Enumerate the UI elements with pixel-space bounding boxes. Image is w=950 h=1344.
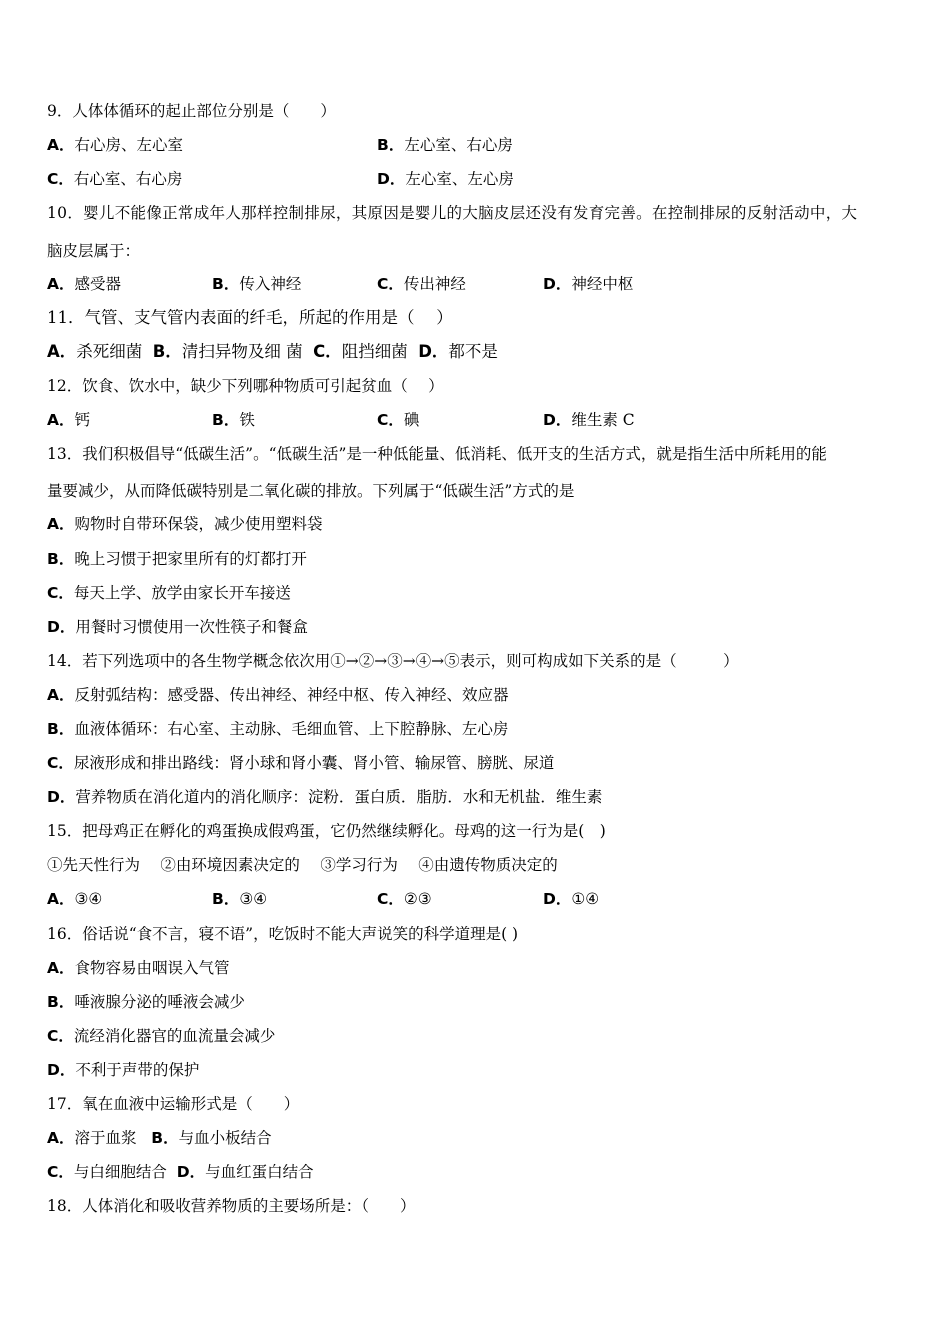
option-text: 与血红蛋白结合 [205, 1163, 314, 1181]
q13-option-a [47, 514, 323, 534]
q16-option-d [47, 1060, 199, 1080]
option-label: D． [176, 1163, 206, 1181]
option-label: A． [47, 515, 75, 533]
q13-stem-line1: 13．我们积极倡导“低碳生活”。“低碳生活”是一种低能量、低消耗、低开支的生活方式，就是指生活中所耗用的能 [47, 445, 827, 463]
option-label: A． [47, 275, 75, 293]
q16-option-b [47, 992, 245, 1012]
q15-stem: 15．把母鸡正在孵化的鸡蛋换成假鸡蛋，它仍然继续孵化。母鸡的这一行为是( ) [47, 822, 606, 840]
q10-stem-line1: 10．婴儿不能像正常成年人那样控制排尿，其原因是婴儿的大脑皮层还没有发育完善。在控制排尿的反射活动中，大 [47, 204, 858, 222]
q9-option-d [377, 169, 514, 189]
q15-option-c [377, 889, 432, 909]
q13-option-b [47, 549, 307, 569]
q16-stem: 16．俗话说“食不言，寝不语”，吃饭时不能大声说笑的科学道理是( ) [47, 925, 519, 943]
option-label: C． [47, 584, 74, 602]
option-text: 反射弧结构：感受器、传出神经、神经中枢、传入神经、效应器 [74, 686, 509, 704]
q9-stem: 9．人体体循环的起止部位分别是（ ） [47, 102, 336, 120]
option-text: 晚上习惯于把家里所有的灯都打开 [74, 550, 307, 568]
option-label: A． [47, 1129, 75, 1147]
q15-option-b [212, 889, 267, 909]
option-text: ③④ [74, 890, 103, 908]
option-text: 左心室、右心房 [404, 136, 513, 154]
q12-stem: 12．饮食、饮水中，缺少下列哪种物质可引起贫血（ ） [47, 377, 444, 395]
option-label: D． [377, 170, 406, 188]
option-label: D． [47, 618, 76, 636]
option-label: C． [313, 342, 342, 361]
option-text: 购物时自带环保袋，减少使用塑料袋 [74, 515, 323, 533]
option-label: A． [47, 136, 75, 154]
q10-option-d [543, 274, 633, 294]
option-text: 阻挡细菌 [341, 342, 408, 361]
option-label: D． [543, 890, 572, 908]
option-text: 碘 [403, 411, 420, 429]
q18-stem: 18．人体消化和吸收营养物质的主要场所是：（ ） [47, 1197, 416, 1215]
option-text: 左心室、左心房 [405, 170, 514, 188]
option-label: A． [47, 686, 75, 704]
option-text: 传出神经 [403, 275, 466, 293]
option-text: 溶于血浆 [74, 1129, 137, 1147]
option-label: B． [212, 275, 240, 293]
option-label: A． [47, 342, 77, 361]
option-text: 尿液形成和排出路线：肾小球和肾小囊、肾小管、输尿管、膀胱、尿道 [73, 754, 555, 772]
option-text: 营养物质在消化道内的消化顺序：淀粉．蛋白质．脂肪．水和无机盐．维生素 [75, 788, 603, 806]
option-label: C． [47, 170, 74, 188]
option-label: A． [47, 890, 75, 908]
option-text: 不利于声带的保护 [75, 1061, 200, 1079]
option-text: 神经中枢 [571, 275, 634, 293]
q14-stem: 14．若下列选项中的各生物学概念依次用①→②→③→④→⑤表示，则可构成如下关系的是（ ） [47, 652, 739, 670]
option-text: 右心室、右心房 [73, 170, 183, 188]
option-text: ①④ [571, 890, 600, 908]
q17-options-cd [47, 1162, 314, 1182]
option-text: 与白细胞结合 [73, 1163, 167, 1181]
option-label: B． [212, 890, 240, 908]
q9-option-c [47, 169, 182, 189]
option-label: D． [543, 411, 572, 429]
q14-option-b [47, 719, 508, 739]
option-label: C． [47, 754, 74, 772]
q14-option-c [47, 753, 554, 773]
option-label: C． [47, 1163, 74, 1181]
q12-option-c [377, 410, 419, 430]
option-label: D． [47, 788, 76, 806]
q15-option-a [47, 889, 102, 909]
option-text: 用餐时习惯使用一次性筷子和餐盒 [75, 618, 308, 636]
q13-stem-line2: 量要减少，从而降低碳特别是二氧化碳的排放。下列属于“低碳生活”方式的是 [47, 482, 575, 500]
option-label: B． [212, 411, 240, 429]
q9-option-b [377, 135, 513, 155]
option-label: B． [47, 720, 75, 738]
q17-stem: 17．氧在血液中运输形式是（ ） [47, 1095, 300, 1113]
option-text: ③④ [239, 890, 268, 908]
q14-option-a [47, 685, 509, 705]
option-text: 流经消化器官的血流量会减少 [73, 1027, 276, 1045]
q16-option-a [47, 958, 230, 978]
q12-option-d [543, 410, 635, 430]
q13-option-c [47, 583, 291, 603]
option-text: 铁 [239, 411, 255, 429]
option-text: 与血小板结合 [178, 1129, 272, 1147]
option-label: D． [418, 342, 449, 361]
q9-option-a [47, 135, 183, 155]
q15-items: ①先天性行为 ②由环境因素决定的 ③学习行为 ④由遗传物质决定的 [47, 856, 558, 874]
option-label: B． [152, 342, 182, 361]
q12-option-b [212, 410, 255, 430]
option-label: C． [377, 411, 404, 429]
q15-option-d [543, 889, 599, 909]
option-text: 传入神经 [239, 275, 302, 293]
option-text: 感受器 [74, 275, 122, 293]
option-text: 钙 [74, 411, 91, 429]
option-label: A． [47, 959, 75, 977]
option-text: 清扫异物及细 菌 [181, 342, 303, 361]
q12-option-a [47, 410, 90, 430]
option-text: 食物容易由咽误入气管 [74, 959, 230, 977]
q10-option-c [377, 274, 466, 294]
q10-option-b [212, 274, 301, 294]
option-label: D． [47, 1061, 76, 1079]
option-label: A． [47, 411, 75, 429]
q17-options-ab [47, 1128, 272, 1148]
option-label: B． [47, 993, 75, 1011]
option-label: C． [377, 890, 404, 908]
option-label: B． [47, 550, 75, 568]
q16-option-c [47, 1026, 275, 1046]
option-label: C． [377, 275, 404, 293]
option-text: 唾液腺分泌的唾液会减少 [74, 993, 245, 1011]
option-text: 都不是 [448, 342, 498, 361]
option-text: ②③ [403, 890, 432, 908]
option-label: B． [377, 136, 405, 154]
option-label: D． [543, 275, 572, 293]
option-text: 右心房、左心室 [74, 136, 184, 154]
q11-options [47, 342, 498, 362]
q11-stem: 11．气管、支气管内表面的纤毛，所起的作用是（ ） [47, 308, 453, 327]
option-label: B． [151, 1129, 179, 1147]
q10-stem-line2: 脑皮层属于： [47, 242, 141, 260]
q10-option-a [47, 274, 121, 294]
option-text: 维生素 C [571, 411, 635, 429]
option-label: C． [47, 1027, 74, 1045]
q13-option-d [47, 617, 308, 637]
q14-option-d [47, 787, 602, 807]
option-text: 每天上学、放学由家长开车接送 [73, 584, 291, 602]
option-text: 杀死细菌 [76, 342, 143, 361]
option-text: 血液体循环：右心室、主动脉、毛细血管、上下腔静脉、左心房 [74, 720, 509, 738]
